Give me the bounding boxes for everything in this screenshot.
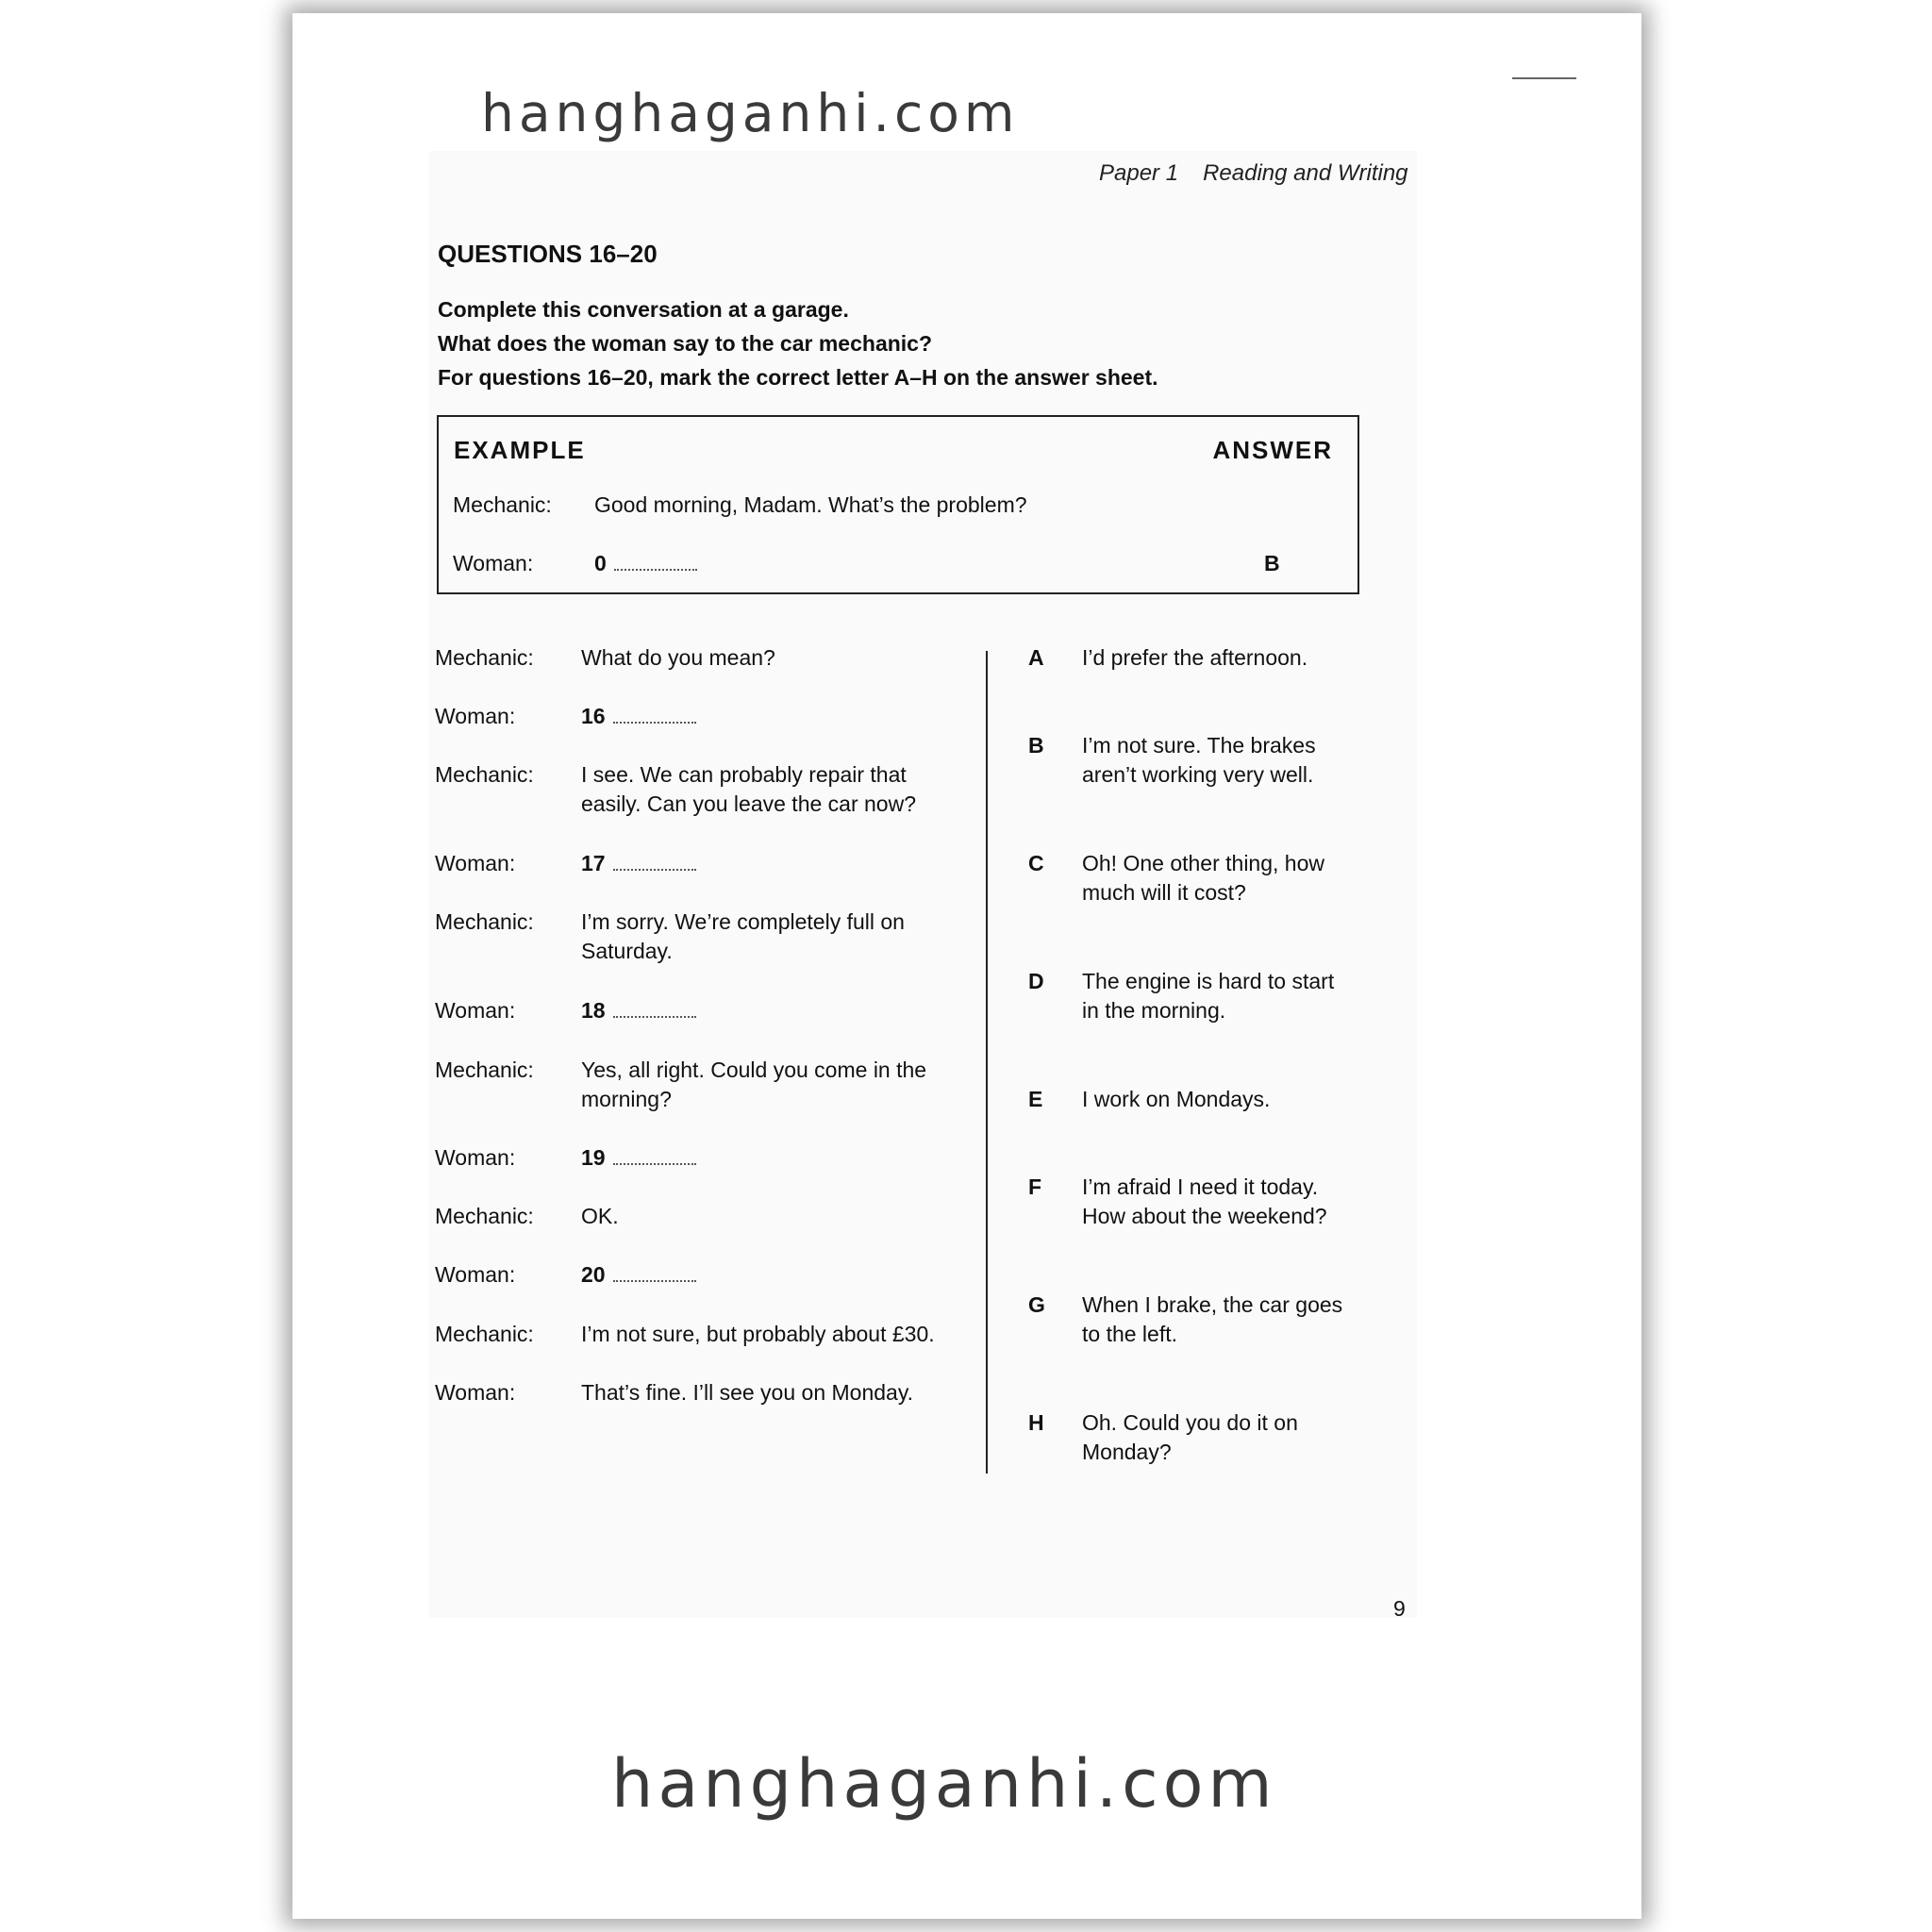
example-box bbox=[437, 415, 1359, 594]
option-text bbox=[1082, 1085, 1393, 1114]
option-line: How about the weekend? bbox=[1082, 1204, 1327, 1228]
option-line: I’d prefer the afternoon. bbox=[1082, 645, 1308, 670]
dialogue-text bbox=[581, 1378, 977, 1407]
option-text bbox=[1082, 967, 1393, 1025]
dialogue-text bbox=[581, 643, 977, 673]
dialogue-line: easily. Can you leave the car now? bbox=[581, 791, 916, 816]
instructions bbox=[438, 292, 1158, 394]
dialogue-speaker: Woman: bbox=[435, 851, 516, 875]
dialogue-text bbox=[581, 1320, 977, 1349]
header-paper: Paper 1 bbox=[1099, 160, 1179, 186]
answer-slot bbox=[581, 1260, 977, 1290]
option-text bbox=[1082, 1291, 1393, 1349]
question-number: 19 bbox=[581, 1145, 606, 1170]
dialogue-line: What do you mean? bbox=[581, 645, 775, 670]
dialogue-line: OK. bbox=[581, 1204, 619, 1228]
header-section: Reading and Writing bbox=[1203, 160, 1408, 186]
option-letter: E bbox=[1028, 1087, 1043, 1111]
answer-blank bbox=[613, 1279, 696, 1282]
dialogue-line: I’m not sure, but probably about £30. bbox=[581, 1322, 935, 1346]
option-text bbox=[1082, 1408, 1393, 1467]
dialogue-text bbox=[581, 1202, 977, 1231]
answer-slot bbox=[581, 996, 977, 1025]
example-answer: B bbox=[1264, 551, 1280, 575]
option-line: to the left. bbox=[1082, 1322, 1178, 1346]
dialogue-speaker: Mechanic: bbox=[435, 909, 534, 934]
answer-blank bbox=[613, 1015, 696, 1018]
option-line: Monday? bbox=[1082, 1440, 1172, 1464]
option-letter: D bbox=[1028, 969, 1044, 993]
option-line: in the morning. bbox=[1082, 998, 1226, 1023]
dialogue-speaker: Woman: bbox=[435, 704, 516, 728]
example-blank bbox=[594, 551, 697, 576]
dialogue-line: Saturday. bbox=[581, 939, 673, 963]
dialogue-line: I see. We can probably repair that bbox=[581, 762, 907, 787]
option-text bbox=[1082, 849, 1393, 908]
option-letter: F bbox=[1028, 1174, 1042, 1199]
column-divider bbox=[986, 651, 988, 1474]
answer-blank bbox=[613, 868, 696, 871]
option-line: aren’t working very well. bbox=[1082, 762, 1314, 787]
dialogue-speaker: Mechanic: bbox=[435, 1322, 534, 1346]
instruction-line: What does the woman say to the car mechanic? bbox=[438, 331, 933, 356]
option-text bbox=[1082, 1173, 1393, 1231]
dialogue-speaker: Woman: bbox=[435, 1262, 516, 1287]
dialogue-line: Yes, all right. Could you come in the bbox=[581, 1058, 927, 1082]
answer-blank bbox=[613, 1162, 696, 1165]
option-line: When I brake, the car goes bbox=[1082, 1292, 1343, 1317]
dialogue-line: That’s fine. I’ll see you on Monday. bbox=[581, 1380, 914, 1405]
answer-blank bbox=[614, 568, 697, 571]
dialogue-line: I’m sorry. We’re completely full on bbox=[581, 909, 905, 934]
example-number: 0 bbox=[594, 551, 607, 575]
option-line: I’m not sure. The brakes bbox=[1082, 733, 1316, 758]
answer-slot bbox=[581, 702, 977, 731]
questions-title: QUESTIONS 16–20 bbox=[438, 240, 658, 268]
question-number: 16 bbox=[581, 704, 606, 728]
question-number: 20 bbox=[581, 1262, 606, 1287]
example-title: EXAMPLE bbox=[454, 436, 586, 464]
example-answer-heading: ANSWER bbox=[1212, 436, 1333, 464]
answer-blank bbox=[613, 721, 696, 724]
dialogue-speaker: Mechanic: bbox=[435, 645, 534, 670]
question-number: 18 bbox=[581, 998, 606, 1023]
option-line: Oh! One other thing, how bbox=[1082, 851, 1324, 875]
page-header bbox=[1099, 160, 1408, 187]
option-text bbox=[1082, 643, 1393, 673]
question-number: 17 bbox=[581, 851, 606, 875]
dialogue-speaker: Woman: bbox=[435, 1380, 516, 1405]
corner-rule bbox=[1512, 77, 1576, 79]
instruction-line: For questions 16–20, mark the correct letter A–H on the answer sheet. bbox=[438, 365, 1158, 390]
option-letter: C bbox=[1028, 851, 1044, 875]
option-line: Oh. Could you do it on bbox=[1082, 1410, 1298, 1435]
dialogue-speaker: Mechanic: bbox=[435, 1204, 534, 1228]
watermark-bottom: hanghaganhi.com bbox=[611, 1745, 1277, 1823]
option-line: The engine is hard to start bbox=[1082, 969, 1335, 993]
option-letter: A bbox=[1028, 645, 1044, 670]
dialogue-line: morning? bbox=[581, 1087, 672, 1111]
dialogue-text bbox=[581, 908, 977, 966]
example-speaker: Mechanic: bbox=[453, 492, 552, 517]
dialogue-speaker: Mechanic: bbox=[435, 1058, 534, 1082]
option-text bbox=[1082, 731, 1393, 790]
option-letter: G bbox=[1028, 1292, 1045, 1317]
answer-slot bbox=[581, 849, 977, 878]
dialogue-speaker: Woman: bbox=[435, 1145, 516, 1170]
dialogue-text bbox=[581, 1056, 977, 1114]
example-text: Good morning, Madam. What’s the problem? bbox=[594, 492, 1027, 517]
dialogue-speaker: Woman: bbox=[435, 998, 516, 1023]
option-line: I’m afraid I need it today. bbox=[1082, 1174, 1319, 1199]
answer-slot bbox=[581, 1143, 977, 1173]
option-line: much will it cost? bbox=[1082, 880, 1246, 905]
dialogue-speaker: Mechanic: bbox=[435, 762, 534, 787]
example-speaker: Woman: bbox=[453, 551, 534, 575]
option-letter: H bbox=[1028, 1410, 1044, 1435]
option-letter: B bbox=[1028, 733, 1044, 758]
dialogue-text bbox=[581, 760, 977, 819]
watermark-top: hanghaganhi.com bbox=[481, 83, 1020, 143]
option-line: I work on Mondays. bbox=[1082, 1087, 1271, 1111]
instruction-line: Complete this conversation at a garage. bbox=[438, 297, 849, 322]
page-number: 9 bbox=[1393, 1596, 1406, 1621]
